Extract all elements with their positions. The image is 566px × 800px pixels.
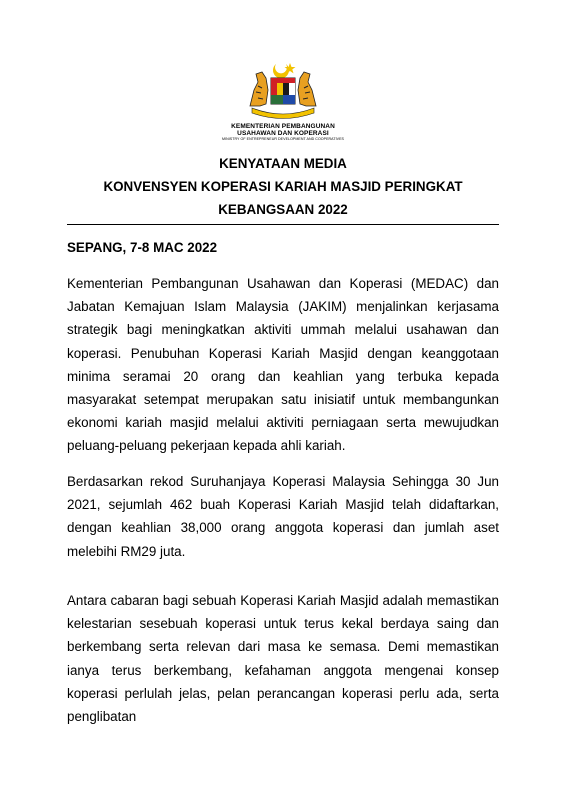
ministry-name: [200, 124, 366, 141]
event-title-line2: KEBANGSAAN 2022: [218, 202, 348, 217]
malaysia-coat-of-arms-icon: [246, 60, 320, 122]
ministry-name-line1: KEMENTERIAN PEMBANGUNAN: [231, 123, 335, 130]
ministry-name-english: MINISTRY OF ENTREPRENEUR DEVELOPMENT AND COOPERATIVES: [222, 136, 344, 141]
document-type-heading: KENYATAAN MEDIA: [219, 156, 347, 171]
title-divider: [67, 224, 499, 225]
ministry-name-line2: USAHAWAN DAN KOPERASI: [237, 129, 329, 137]
paragraph-3: Antara cabaran bagi sebuah Koperasi Kariah Masjid adalah memastikan kelestarian sesebuah koperasi untuk terus kekal berdaya saing dan berkembang serta relevan dari masa ke semasa. Demi memastikan ianya terus berkembang, kefahaman anggota mengenai konsep koperasi perlulah jelas, pelan perancangan koperasi perlu ada, serta penglibatan: [67, 593, 499, 725]
dateline: SEPANG, 7-8 MAC 2022: [67, 240, 218, 255]
paragraph-2: Berdasarkan rekod Suruhanjaya Koperasi Malaysia Sehingga 30 Jun 2021, sejumlah 462 buah Koperasi Kariah Masjid telah didaftarkan, dengan keahlian 38,000 orang anggota koperasi dan jumlah aset melebihi RM29 juta.: [67, 474, 499, 559]
paragraph-1: Kementerian Pembangunan Usahawan dan Koperasi (MEDAC) dan Jabatan Kemajuan Islam Malaysia (JAKIM) menjalinkan kerjasama strategik bagi meningkatkan aktiviti ummah melalui usahawan dan koperasi. Penubuhan Koperasi Kariah Masjid dengan keanggotaan minima seramai 20 orang dan keahlian yang terbuka kepada masyarakat setempat merupakan satu inisiatif untuk membangunkan ekonomi kariah masjid melalui aktiviti perniagaan serta mewujudkan peluang-peluang pekerjaan kepada ahli kariah.: [67, 276, 499, 454]
event-title-line1: KONVENSYEN KOPERASI KARIAH MASJID PERINGKAT: [103, 179, 463, 194]
